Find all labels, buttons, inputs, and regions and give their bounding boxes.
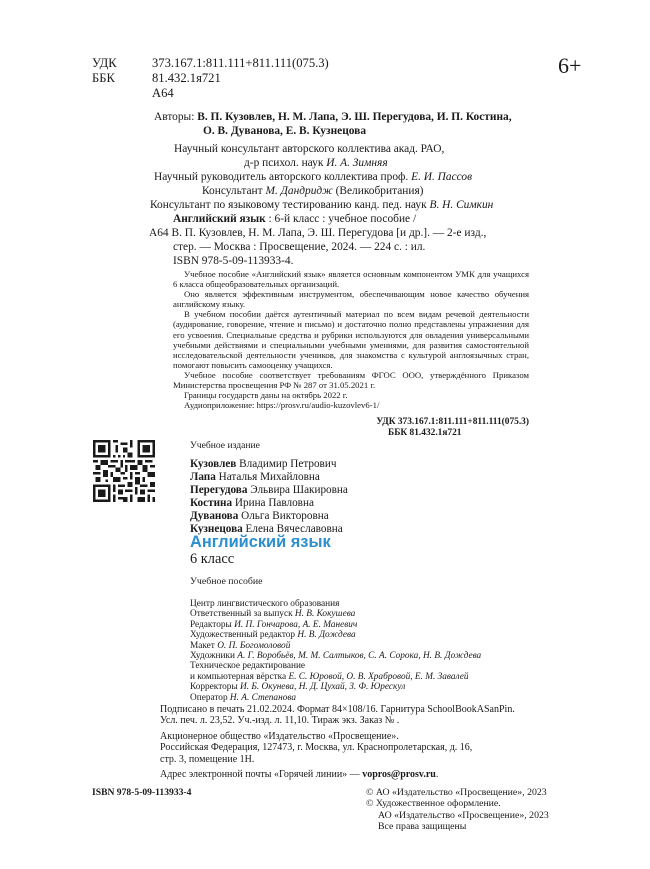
hotline-email[interactable]: vopros@prosv.ru bbox=[362, 769, 436, 781]
credit-role: Художественный редактор bbox=[190, 630, 298, 641]
footer-copyright bbox=[366, 787, 549, 833]
edition-author-3 bbox=[190, 484, 348, 497]
udk-value: 373.167.1:811.111+811.111(075.3) bbox=[152, 56, 329, 70]
credit-person: Н. В. Дождева bbox=[297, 630, 356, 641]
consultant3-title: Консультант по языковому тестированию канд. пед. наук bbox=[150, 199, 430, 211]
bib-line1 bbox=[173, 212, 416, 226]
credit-person: Н. А. Степанова bbox=[229, 692, 296, 703]
authors-label: Авторы: bbox=[154, 111, 195, 123]
author-mark: А64 bbox=[152, 86, 174, 100]
hotline-label: Адрес электронной почты «Горячей линии» — bbox=[160, 769, 363, 781]
author-surname: Костина bbox=[190, 496, 233, 509]
copyright-2: © Художественное оформление. bbox=[366, 798, 501, 810]
consultant-line3 bbox=[154, 170, 472, 184]
consultant-line1: Научный консультант авторского коллектива акад. РАО, bbox=[174, 143, 445, 155]
consultant-line5 bbox=[150, 198, 493, 212]
edition-grade: 6 класс bbox=[190, 551, 235, 567]
edition-author-1 bbox=[190, 458, 348, 471]
credit-typesetting bbox=[190, 672, 481, 682]
hotline-dot: . bbox=[435, 769, 439, 781]
credit-role: Редакторы bbox=[190, 619, 235, 630]
annotation-p1: Учебное пособие «Английский язык» является основным компонентом УМК для учащихся 6 класса общеобразовательных организаций. bbox=[173, 269, 529, 290]
credit-tech-editing: Техническое редактирование bbox=[190, 661, 306, 672]
bib-isbn: ISBN 978-5-09-113933-4. bbox=[173, 255, 294, 267]
bbk-value: 81.432.1я721 bbox=[152, 71, 221, 85]
author-surname: Лапа bbox=[190, 470, 216, 483]
authors-line2: О. В. Дуванова, Е. В. Кузнецова bbox=[203, 125, 367, 137]
consultant-title: д-р психол. наук bbox=[244, 157, 327, 169]
credit-responsible bbox=[190, 609, 481, 619]
annotation-p6: Аудиоприложение: https://prosv.ru/audio-kuzovlev6-1/ bbox=[184, 400, 380, 411]
credit-person: Н. В. Кокушева bbox=[294, 609, 356, 620]
annotation-p4: Учебное пособие соответствует требованиям ФГОС ООО, утверждённого Приказом Министерства просвещения РФ № 287 от 31.05.2021 г. bbox=[173, 369, 529, 391]
author-surname: Дуванова bbox=[190, 509, 239, 522]
age-rating: 6+ bbox=[558, 53, 582, 78]
udk-line bbox=[92, 56, 329, 71]
author-given: Ольга Викторовна bbox=[238, 509, 329, 522]
print-publisher: Акционерное общество «Издательство «Просвещение». bbox=[160, 730, 399, 742]
consultant2-country: (Великобритания) bbox=[332, 185, 424, 197]
supervisor-title: Научный руководитель авторского коллектива проф. bbox=[154, 171, 412, 183]
udk-label: УДК bbox=[92, 56, 117, 70]
annotation bbox=[173, 255, 529, 410]
author-surname: Кузовлев bbox=[190, 458, 237, 470]
qr-code-icon[interactable] bbox=[93, 440, 155, 502]
credit-art-editor bbox=[190, 630, 481, 640]
edition-type: Учебное пособие bbox=[190, 576, 263, 587]
authors-line1 bbox=[154, 110, 512, 124]
annotation-p5: Границы государств даны на октябрь 2022 г. bbox=[184, 390, 348, 401]
credit-role: Корректоры bbox=[190, 682, 241, 693]
credit-editors bbox=[190, 620, 481, 630]
annotation-p3: В учебном пособии даётся аутентичный материал по всем видам речевой деятельности (аудирование, говорение, чтение и письмо) и достаточно полно представлены упражнения для его усвоения. Специальные средства и рубрики используются для овладения универсальными учебными действиями и специальными учебными умениями, для развития самостоятельной исследовательской деятельности учеников, для знакомства с культурой англоязычных стран, помогают повысить самооценку учащихся. bbox=[173, 309, 529, 370]
bib-authors: В. П. Кузовлев, Н. М. Лапа, Э. Ш. Перегудова [и др.]. — 2-е изд., bbox=[171, 227, 487, 239]
credit-operator bbox=[190, 693, 481, 703]
credit-center: Центр лингвистического образования bbox=[190, 599, 340, 609]
credit-person: Е. С. Юровой, О. В. Храбровой, Е. М. Завалей bbox=[288, 671, 469, 682]
edition-label: Учебное издание bbox=[190, 440, 260, 451]
author-surname: Кузнецова bbox=[190, 522, 243, 535]
bib-rest: : 6-й класс : учебное пособие / bbox=[265, 213, 417, 225]
bbk-label: ББК bbox=[92, 71, 115, 85]
credit-person: А. Г. Воробьёв, М. М. Салтыков, С. А. Сорока, Н. В. Дождева bbox=[237, 651, 482, 662]
supervisor-name: Е. И. Пассов bbox=[411, 171, 473, 183]
credit-person: И. П. Гончарова, А. Е. Маневич bbox=[234, 619, 358, 630]
author-given: Наталья Михайловна bbox=[215, 470, 320, 483]
credit-artists bbox=[190, 651, 481, 661]
print-address: Российская Федерация, 127473, г. Москва, ул. Краснопролетарская, д. 16, bbox=[160, 742, 473, 754]
edition-author-2 bbox=[190, 471, 348, 484]
edition-author-5 bbox=[190, 510, 348, 523]
bbk-line bbox=[92, 71, 221, 86]
copyright-1: © АО «Издательство «Просвещение», 2023 bbox=[366, 787, 547, 798]
author-given: Елена Вячеславовна bbox=[242, 522, 343, 535]
bib-line3: стер. — Москва : Просвещение, 2024. — 224 с. : ил. bbox=[173, 241, 426, 253]
consultant-line2 bbox=[244, 156, 388, 170]
credit-layout bbox=[190, 641, 481, 651]
authors-names-1: В. П. Кузовлев, Н. М. Лапа, Э. Ш. Перегудова, И. П. Костина, bbox=[197, 111, 512, 123]
print-address-2: стр. 3, помещение 1Н. bbox=[160, 753, 255, 765]
credit-role: Художники bbox=[190, 651, 238, 662]
annotation-p2: Оно является эффективным инструментом, обеспечивающим новое качество обучения английскому языку. bbox=[173, 289, 529, 310]
bib-title: Английский язык bbox=[173, 213, 266, 225]
print-hotline bbox=[160, 769, 515, 780]
print-info bbox=[160, 704, 515, 780]
copyright-4: Все права защищены bbox=[378, 821, 467, 833]
credit-role: и компьютерная вёрстка bbox=[190, 671, 289, 682]
credit-role: Оператор bbox=[190, 692, 230, 703]
print-signed: Подписано в печать 21.02.2024. Формат 84×108/16. Гарнитура SchoolBookASanPin. bbox=[160, 704, 515, 715]
edition-title: Английский язык bbox=[190, 533, 331, 551]
bib-mark: А64 bbox=[149, 227, 169, 239]
consultant3-name: В. Н. Симкин bbox=[429, 199, 494, 211]
edition-author-4 bbox=[190, 497, 348, 510]
credit-person: И. Б. Окунева, Н. Д. Цухай, З. Ф. Юрескул bbox=[240, 682, 406, 693]
credit-person: О. П. Богомоловой bbox=[217, 640, 291, 651]
bib-line2 bbox=[149, 226, 486, 240]
credit-proofreaders bbox=[190, 682, 481, 692]
author-surname: Перегудова bbox=[190, 483, 248, 496]
print-sheets: Усл. печ. л. 23,52. Уч.-изд. л. 11,10. Тираж экз. Заказ № . bbox=[160, 715, 400, 727]
codes-bbk: ББК 81.432.1я721 bbox=[388, 428, 462, 438]
copyright-3: АО «Издательство «Просвещение», 2023 bbox=[378, 809, 549, 821]
footer-isbn: ISBN 978-5-09-113933-4 bbox=[92, 787, 192, 798]
consultant-line4 bbox=[202, 184, 423, 198]
credit-role: Макет bbox=[190, 640, 218, 651]
edition-authors bbox=[190, 458, 348, 535]
consultant-name: И. А. Зимняя bbox=[326, 157, 388, 169]
author-given: Ирина Павловна bbox=[232, 496, 314, 509]
consultant2-name: М. Дандридж bbox=[265, 185, 333, 197]
author-given: Эльвира Шакировна bbox=[247, 483, 348, 496]
credits bbox=[190, 599, 481, 703]
author-given: Владимир Петрович bbox=[236, 458, 337, 470]
consultant2-title: Консультант bbox=[202, 185, 266, 197]
credit-role: Ответственный за выпуск bbox=[190, 609, 295, 620]
codes-udk: УДК 373.167.1:811.111+811.111(075.3) bbox=[376, 417, 529, 427]
